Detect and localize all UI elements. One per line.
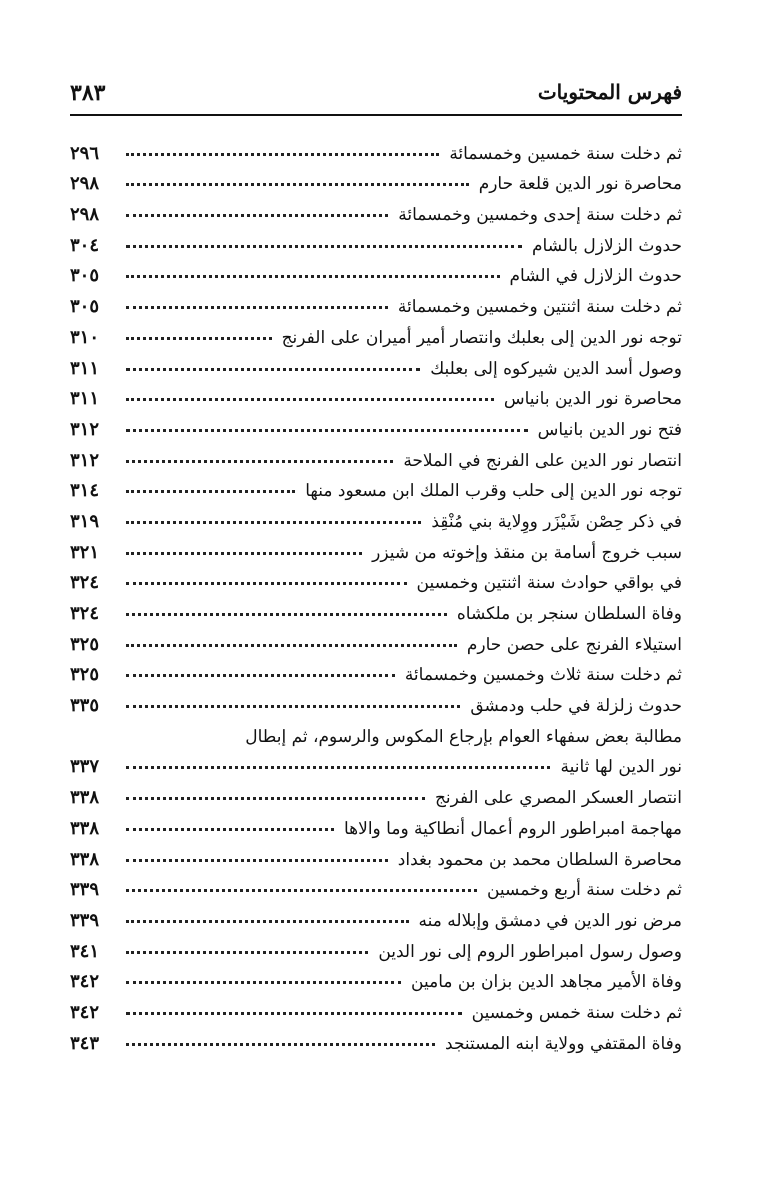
toc-entry-page: ٣٤٢ — [70, 1001, 100, 1023]
toc-entry — [70, 777, 682, 808]
dot-leader — [126, 182, 469, 186]
toc-entry-title: وفاة السلطان سنجر بن ملكشاه — [456, 604, 682, 624]
dot-leader — [126, 950, 368, 954]
toc-entry-title: استيلاء الفرنج على حصن حارم — [466, 634, 682, 655]
dot-leader — [126, 581, 407, 585]
toc-entry-page: ٢٩٨ — [70, 173, 100, 195]
dot-leader — [126, 213, 388, 217]
toc-entry — [70, 409, 682, 440]
dot-leader — [126, 827, 334, 831]
toc-entry-title: انتصار نور الدين على الفرنج في الملاحة — [403, 450, 682, 471]
toc-entry-title: وصول أسد الدين شيركوه إلى بعلبك — [430, 358, 682, 379]
dot-leader — [126, 1011, 462, 1015]
toc-entry-page: ٣١٩ — [70, 510, 100, 532]
toc-entry — [70, 931, 682, 962]
toc-entry-page: ٣٢٤ — [70, 603, 100, 624]
toc-entry-page: ٣٤١ — [70, 940, 100, 962]
toc-entry — [70, 348, 682, 379]
toc-entry-page: ٣٣٧ — [70, 756, 100, 778]
toc-list — [70, 133, 682, 1054]
toc-entry-page: ٢٩٨ — [70, 204, 100, 226]
toc-entry-title: مرض نور الدين في دمشق وإبلاله منه — [418, 910, 682, 931]
toc-entry-title: ثم دخلت سنة أربع وخمسين — [486, 880, 682, 901]
page-header — [70, 80, 682, 116]
dot-leader — [126, 428, 528, 432]
dot-leader — [126, 765, 550, 769]
toc-entry — [70, 256, 682, 287]
toc-entry-page: ٣١٢ — [70, 449, 100, 471]
dot-leader — [126, 980, 401, 984]
toc-entry — [70, 471, 682, 502]
toc-entry-title: في ذكر حِصْن شَيْزَر ووِلاية بني مُنْقِذ — [431, 511, 682, 532]
toc-entry — [70, 716, 682, 747]
toc-entry — [70, 164, 682, 195]
dot-leader — [126, 397, 494, 401]
dot-leader — [126, 919, 409, 923]
dot-leader — [126, 489, 295, 493]
toc-entry — [70, 379, 682, 410]
toc-entry — [70, 870, 682, 901]
toc-entry-title: ثم دخلت سنة خمسين وخمسمائة — [449, 143, 682, 164]
dot-leader — [126, 673, 395, 677]
page-title: فهرس المحتويات — [537, 80, 682, 104]
dot-leader — [126, 152, 439, 156]
toc-entry-page: ٣١١ — [70, 357, 100, 379]
toc-entry-page: ٣٢١ — [70, 541, 100, 563]
toc-entry-title: ثم دخلت سنة خمس وخمسين — [471, 1002, 682, 1023]
dot-leader — [126, 612, 447, 616]
dot-leader — [126, 459, 393, 463]
toc-entry — [70, 808, 682, 839]
toc-entry-title: مطالبة بعض سفهاء العوام بإرجاع المكوس والرسوم، ثم إبطال — [245, 726, 682, 747]
dot-leader — [126, 244, 522, 248]
toc-entry — [70, 1023, 682, 1054]
toc-entry — [70, 133, 682, 164]
toc-entry-title: نور الدين لها ثانية — [560, 757, 682, 778]
dot-leader — [126, 796, 425, 800]
toc-entry-title: حدوث الزلازل في الشام — [509, 266, 682, 287]
toc-entry-page: ٣٣٨ — [70, 817, 100, 839]
dot-leader — [126, 888, 477, 892]
toc-entry — [70, 839, 682, 870]
toc-entry-title: سبب خروج أسامة بن منقذ وإخوته من شيزر — [372, 542, 682, 563]
toc-entry-page: ٣٢٥ — [70, 664, 100, 686]
toc-entry — [70, 532, 682, 563]
toc-entry-page: ٣٣٥ — [70, 695, 100, 717]
toc-entry — [70, 992, 682, 1023]
toc-entry-page: ٣٤٢ — [70, 971, 100, 993]
toc-entry — [70, 655, 682, 686]
toc-entry — [70, 286, 682, 317]
toc-entry-title: حدوث زلزلة في حلب ودمشق — [470, 696, 682, 717]
dot-leader — [126, 858, 388, 862]
toc-entry-title: توجه نور الدين إلى بعلبك وانتصار أمير أميران على الفرنج — [281, 327, 682, 348]
toc-entry-page: ٣٤٣ — [70, 1032, 100, 1054]
toc-entry — [70, 900, 682, 931]
toc-entry-page: ٣٠٤ — [70, 234, 100, 256]
toc-entry-page: ٣١٢ — [70, 418, 100, 440]
toc-entry-title: وصول رسول امبراطور الروم إلى نور الدين — [378, 941, 682, 962]
dot-leader — [126, 336, 272, 340]
toc-entry-title: وفاة الأمير مجاهد الدين بزان بن مامين — [411, 972, 682, 993]
page-number: ٣٨٣ — [70, 80, 106, 106]
toc-entry-page: ٣٢٤ — [70, 572, 100, 594]
toc-entry — [70, 194, 682, 225]
toc-entry-page: ٣٢٥ — [70, 633, 100, 655]
dot-leader — [126, 520, 421, 524]
toc-entry-title: ثم دخلت سنة اثنتين وخمسين وخمسمائة — [397, 297, 682, 318]
toc-entry-page: ٣١٠ — [70, 326, 100, 348]
toc-entry-title: وفاة المقتفي وولاية ابنه المستنجد — [445, 1033, 682, 1054]
toc-entry-title: ثم دخلت سنة إحدى وخمسين وخمسمائة — [398, 205, 682, 226]
toc-entry-page: ٣١١ — [70, 388, 100, 410]
toc-entry — [70, 593, 682, 624]
dot-leader — [126, 367, 420, 371]
dot-leader — [126, 551, 362, 555]
dot-leader — [126, 305, 388, 309]
toc-entry — [70, 440, 682, 471]
toc-entry — [70, 685, 682, 716]
toc-entry — [70, 962, 682, 993]
toc-entry-page: ٣٣٩ — [70, 909, 100, 931]
toc-entry-title: حدوث الزلازل بالشام — [532, 235, 682, 256]
toc-entry-title: فتح نور الدين بانياس — [537, 419, 682, 440]
toc-entry-title: انتصار العسكر المصري على الفرنج — [434, 788, 682, 809]
dot-leader — [126, 274, 500, 278]
toc-entry-title: محاصرة السلطان محمد بن محمود بغداد — [397, 849, 682, 870]
toc-entry — [70, 501, 682, 532]
toc-entry — [70, 563, 682, 594]
toc-entry — [70, 747, 682, 778]
toc-entry-title: توجه نور الدين إلى حلب وقرب الملك ابن مسعود منها — [305, 481, 682, 502]
toc-entry-title: ثم دخلت سنة ثلاث وخمسين وخمسمائة — [404, 665, 682, 686]
toc-entry — [70, 317, 682, 348]
toc-entry-page: ٣٣٨ — [70, 848, 100, 870]
toc-entry-title: في بواقي حوادث سنة اثنتين وخمسين — [416, 573, 682, 594]
toc-entry-page: ٣٣٨ — [70, 787, 100, 809]
toc-entry — [70, 624, 682, 655]
toc-entry-page: ٣٣٩ — [70, 879, 100, 901]
toc-entry-title: محاصرة نور الدين بانياس — [503, 389, 682, 410]
dot-leader — [126, 643, 457, 647]
dot-leader — [126, 1042, 435, 1046]
dot-leader — [126, 704, 460, 708]
toc-entry-page: ٣١٤ — [70, 480, 100, 502]
toc-entry-page: ٢٩٦ — [70, 142, 100, 164]
toc-entry-title: محاصرة نور الدين قلعة حارم — [478, 174, 682, 195]
toc-entry — [70, 225, 682, 256]
toc-entry-page: ٣٠٥ — [70, 296, 100, 318]
toc-entry-page: ٣٠٥ — [70, 265, 100, 287]
toc-entry-title: مهاجمة امبراطور الروم أعمال أنطاكية وما والاها — [343, 818, 682, 839]
